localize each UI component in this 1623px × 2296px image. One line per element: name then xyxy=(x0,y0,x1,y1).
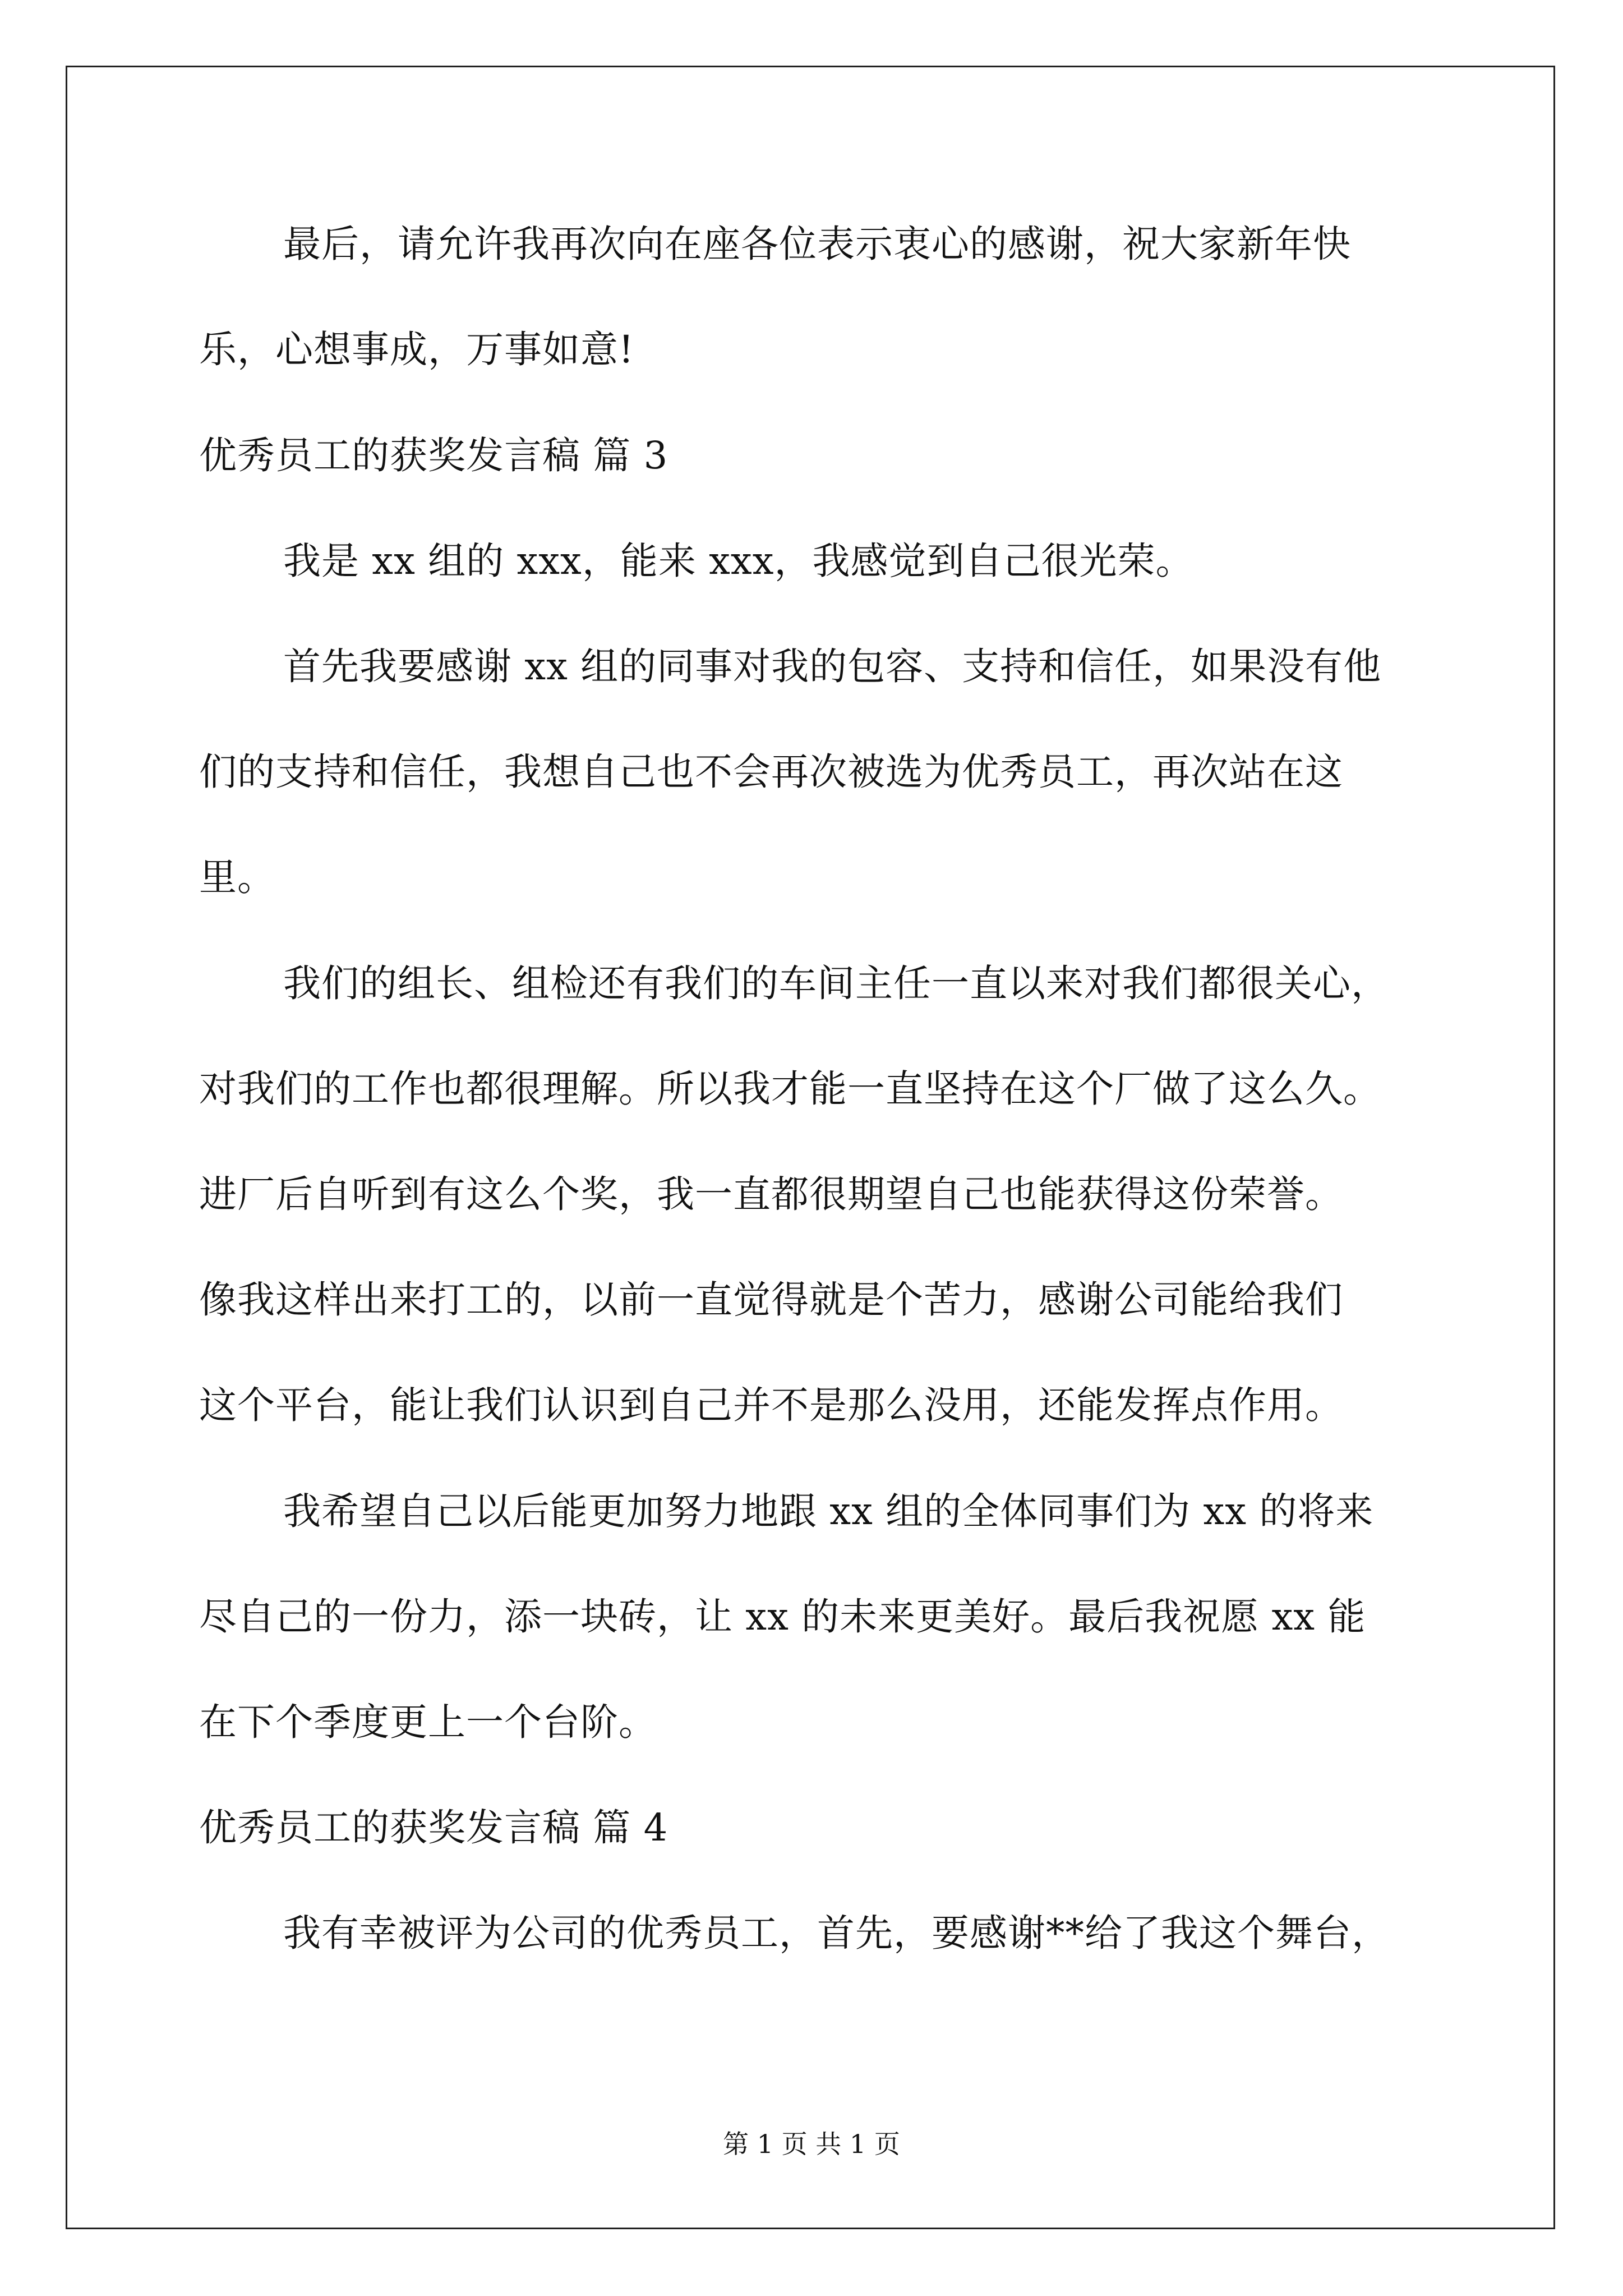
paragraph-line: 像我这样出来打工的，以前一直觉得就是个苦力，感谢公司能给我们 xyxy=(199,1278,1343,1322)
paragraph-line: 首先我要感谢 xx 组的同事对我的包容、支持和信任，如果没有他 xyxy=(283,645,1382,688)
paragraph-line: 乐，心想事成，万事如意! xyxy=(199,328,634,371)
paragraph-line: 尽自己的一份力，添一块砖，让 xx 的未来更美好。最后我祝愿 xx 能 xyxy=(199,1595,1366,1639)
page-border xyxy=(66,66,1555,2229)
paragraph-line: 我们的组长、组检还有我们的车间主任一直以来对我们都很关心， xyxy=(283,961,1389,1005)
paragraph-line: 对我们的工作也都很理解。所以我才能一直坚持在这个厂做了这么久。 xyxy=(199,1067,1381,1111)
paragraph-line: 在下个季度更上一个台阶。 xyxy=(199,1700,657,1744)
paragraph-line: 们的支持和信任，我想自己也不会再次被选为优秀员工，再次站在这 xyxy=(199,750,1343,794)
paragraph-line: 我有幸被评为公司的优秀员工，首先，要感谢**给了我这个舞台， xyxy=(283,1911,1390,1955)
paragraph-line: 我希望自己以后能更加努力地跟 xx 组的全体同事们为 xx 的将来 xyxy=(283,1489,1374,1533)
section-heading: 优秀员工的获奖发言稿 篇 3 xyxy=(199,434,668,477)
page-number-footer: 第 1 页 共 1 页 xyxy=(723,2129,900,2159)
section-heading: 优秀员工的获奖发言稿 篇 4 xyxy=(199,1806,668,1849)
paragraph-line: 里。 xyxy=(199,855,275,899)
paragraph-line: 最后，请允许我再次向在座各位表示衷心的感谢，祝大家新年快 xyxy=(283,222,1351,266)
paragraph-line: 进厂后自听到有这么个奖，我一直都很期望自己也能获得这份荣誉。 xyxy=(199,1172,1343,1216)
paragraph-line: 我是 xx 组的 xxx，能来 xxx，我感觉到自己很光荣。 xyxy=(283,539,1194,583)
paragraph-line: 这个平台，能让我们认识到自己并不是那么没用，还能发挥点作用。 xyxy=(199,1383,1343,1427)
